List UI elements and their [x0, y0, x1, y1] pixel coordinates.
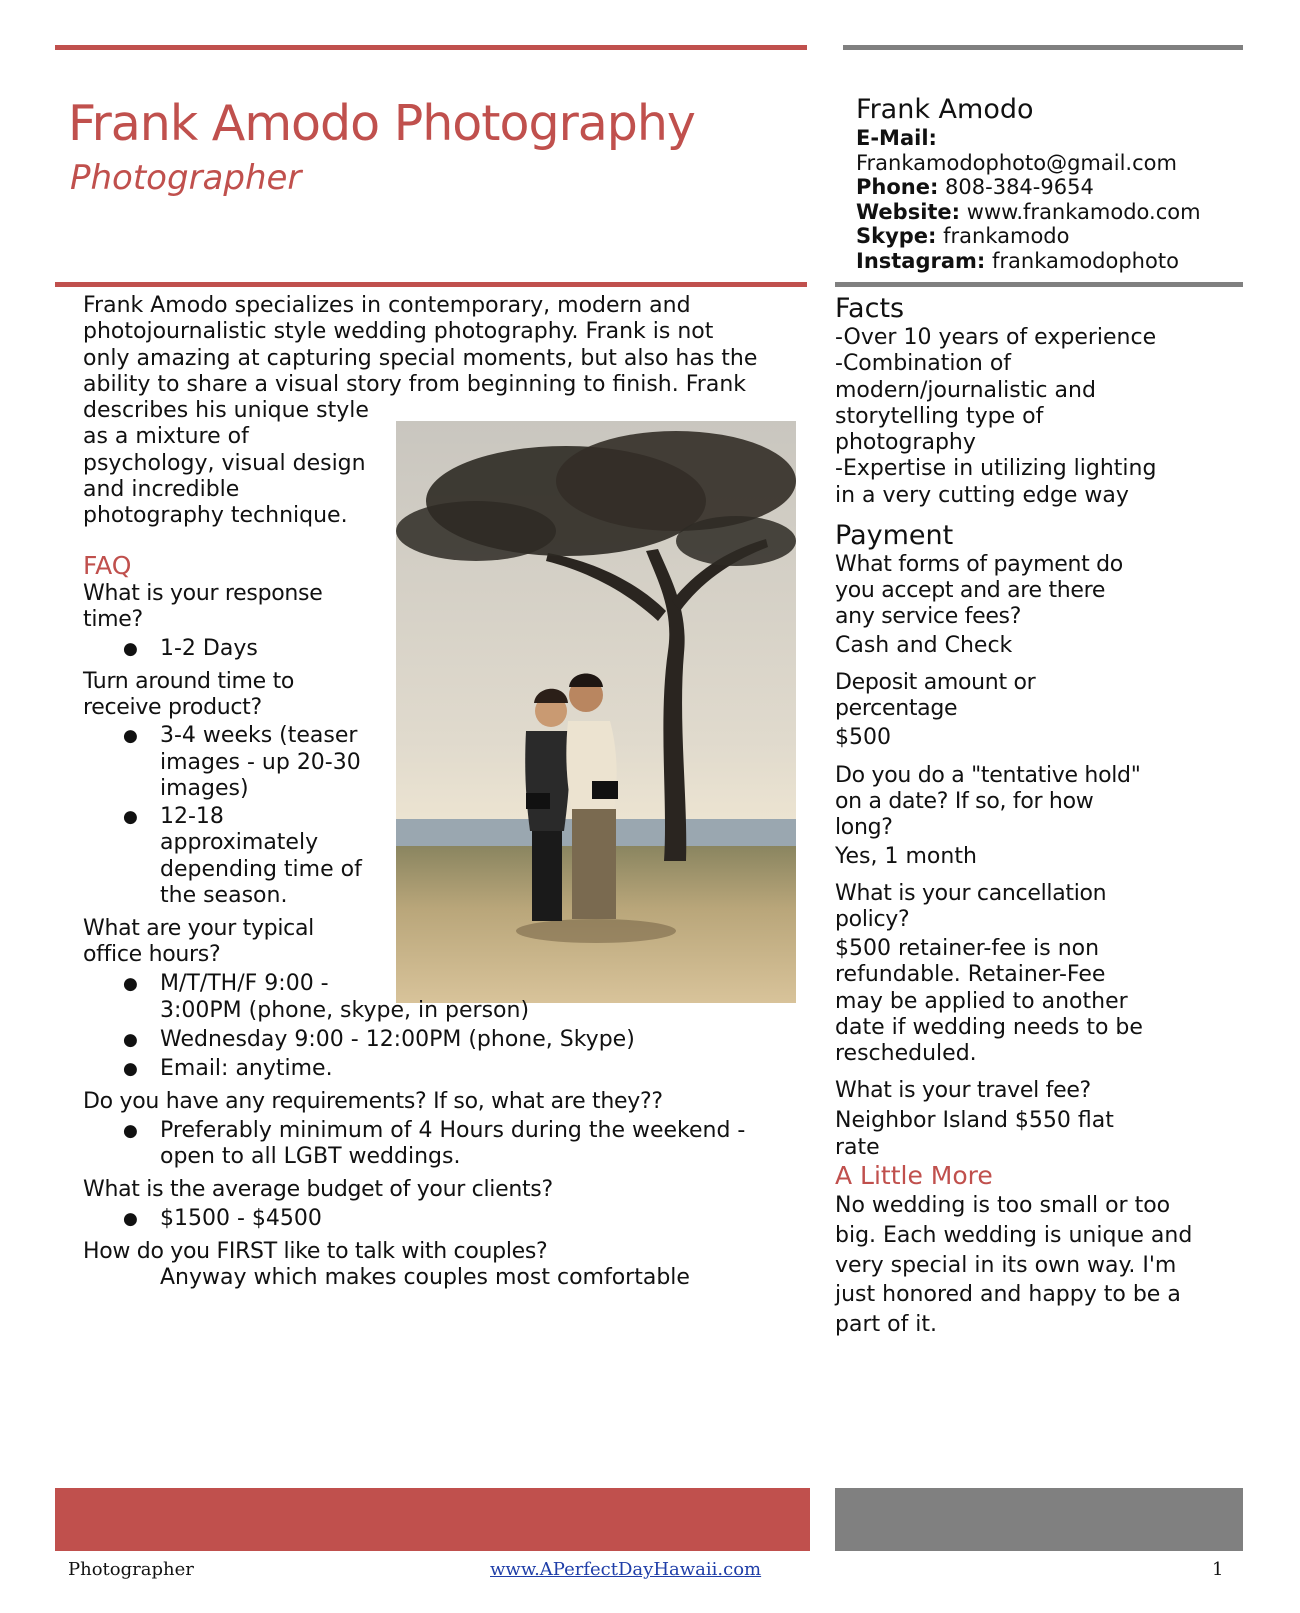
- faq-answer: Anyway which makes couples most comfortable: [160, 1265, 690, 1291]
- website-label: Website:: [856, 199, 961, 224]
- question-line: What are your typical: [83, 916, 314, 942]
- facts-line: photography: [835, 430, 976, 456]
- facts-body: [835, 325, 1235, 509]
- answer-line: $500 retainer-fee is non: [835, 935, 1100, 961]
- facts-line: -Over 10 years of experience: [835, 325, 1157, 350]
- list-item: ● $1500 - $4500: [83, 1206, 783, 1232]
- question-line: policy?: [835, 906, 910, 932]
- email-label: E-Mail:: [856, 126, 937, 150]
- answer-line: Neighbor Island $550 flat: [835, 1108, 1114, 1134]
- question-line: Turn around time to: [83, 669, 295, 695]
- page-number: 1: [1212, 1559, 1224, 1580]
- intro-wrap: [83, 398, 383, 529]
- page-subtitle: Photographer: [70, 158, 302, 198]
- payment-question: [835, 881, 1235, 933]
- more-body: [835, 1191, 1235, 1340]
- answer-line: refundable. Retainer-Fee: [835, 962, 1106, 988]
- more-line: just honored and happy to be a: [835, 1282, 1181, 1308]
- list-item: [83, 804, 783, 909]
- payment-answer: Cash and Check: [835, 633, 1013, 659]
- item-line: M/T/TH/F 9:00 -: [160, 971, 329, 997]
- faq-heading: FAQ: [83, 551, 132, 580]
- question-line: office hours?: [83, 942, 221, 968]
- footer-link[interactable]: www.APerfectDayHawaii.com: [490, 1559, 762, 1580]
- email-value[interactable]: Frankamodophoto@gmail.com: [856, 150, 1177, 175]
- instagram-label: Instagram:: [856, 248, 986, 273]
- faq-question: [83, 916, 783, 968]
- answer-list: [83, 723, 783, 909]
- item-line: images): [160, 775, 249, 801]
- more-line: part of it.: [835, 1312, 938, 1338]
- website-value[interactable]: www.frankamodo.com: [966, 199, 1201, 224]
- intro-paragraph: [83, 293, 793, 398]
- question-line: you accept and are there: [835, 578, 1106, 604]
- intro-line: ability to share a visual story from beginning to finish. Frank: [83, 371, 746, 397]
- question-line: Do you do a "tentative hold": [835, 762, 1141, 788]
- answer-line: may be applied to another: [835, 988, 1128, 1014]
- answer-list: [83, 636, 783, 662]
- facts-line: modern/journalistic and: [835, 377, 1096, 403]
- skype-label: Skype:: [856, 224, 937, 248]
- footer-bar-left: [55, 1488, 810, 1551]
- intro-line: and incredible: [83, 476, 240, 502]
- question-line: percentage: [835, 696, 958, 722]
- payment-question: [835, 763, 1235, 841]
- footer-bar-right: [835, 1488, 1243, 1551]
- payment-question: [835, 670, 1235, 722]
- more-line: big. Each wedding is unique and: [835, 1222, 1193, 1248]
- top-rule-right: [843, 45, 1243, 50]
- intro-line: describes his unique style: [83, 398, 369, 423]
- facts-line: in a very cutting edge way: [835, 482, 1129, 508]
- phone-label: Phone:: [856, 175, 939, 199]
- answer-list: [83, 1118, 783, 1171]
- intro-line: Frank Amodo specializes in contemporary, modern and: [83, 293, 691, 318]
- item-line: images - up 20-30: [160, 749, 361, 775]
- payment-heading: Payment: [835, 520, 954, 552]
- payment-answer: $500: [835, 725, 891, 751]
- question-line: time?: [83, 607, 143, 632]
- faq-question: [83, 581, 783, 633]
- item-line: approximately: [160, 830, 319, 856]
- phone-value: 808-384-9654: [945, 175, 1094, 199]
- contact-block: [856, 94, 1256, 273]
- facts-line: storytelling type of: [835, 403, 1044, 429]
- page-title: Frank Amodo Photography: [68, 95, 695, 152]
- item-line: 12-18: [160, 804, 224, 830]
- item-line: 3:00PM (phone, skype, in person): [160, 997, 530, 1023]
- faq-question: [83, 669, 783, 721]
- question-line: Deposit amount or: [835, 670, 1036, 696]
- question-line: long?: [835, 814, 893, 840]
- faq-question: What is the average budget of your clients?: [83, 1177, 553, 1203]
- facts-heading: Facts: [835, 293, 905, 324]
- item-line: 3-4 weeks (teaser: [160, 723, 358, 749]
- footer-label: Photographer: [68, 1559, 194, 1580]
- contact-name: Frank Amodo: [856, 94, 1034, 125]
- list-item: ● Wednesday 9:00 - 12:00PM (phone, Skype): [83, 1027, 783, 1053]
- list-item: [83, 971, 783, 1024]
- more-line: No wedding is too small or too: [835, 1193, 1171, 1219]
- item-line: Preferably minimum of 4 Hours during the weekend -: [160, 1117, 746, 1143]
- question-line: What forms of payment do: [835, 552, 1123, 578]
- more-line: very special in its own way. I'm: [835, 1252, 1177, 1278]
- top-rule-left: [55, 45, 807, 50]
- question-line: receive product?: [83, 695, 262, 721]
- intro-line: photojournalistic style wedding photography. Frank is not: [83, 319, 714, 345]
- intro-line: as a mixture of: [83, 424, 249, 450]
- payment-question: What is your travel fee?: [835, 1078, 1091, 1104]
- faq-question: How do you FIRST like to talk with couples?: [83, 1239, 548, 1265]
- answer-list: [83, 1206, 783, 1232]
- question-line: What is your response: [83, 581, 323, 606]
- mid-rule-left: [55, 282, 807, 287]
- payment-answer: [835, 936, 1235, 1067]
- item-line: the season.: [160, 883, 288, 909]
- right-column: [835, 292, 1235, 1340]
- answer-line: date if wedding needs to be: [835, 1014, 1143, 1040]
- payment-answer: Yes, 1 month: [835, 843, 977, 869]
- payment-question: [835, 552, 1235, 630]
- instagram-value: frankamodophoto: [992, 248, 1179, 273]
- skype-value: frankamodo: [943, 224, 1070, 248]
- list-item: ● 1-2 Days: [83, 636, 783, 662]
- answer-line: rescheduled.: [835, 1041, 977, 1067]
- facts-line: -Combination of: [835, 351, 1012, 377]
- list-item: [83, 723, 783, 802]
- item-line: open to all LGBT weddings.: [160, 1143, 461, 1169]
- faq-question: Do you have any requirements? If so, what are they??: [83, 1088, 663, 1114]
- question-line: on a date? If so, for how: [835, 788, 1094, 814]
- question-line: any service fees?: [835, 604, 1022, 630]
- answer-list: [83, 971, 783, 1082]
- item-line: depending time of: [160, 856, 362, 882]
- facts-line: -Expertise in utilizing lighting: [835, 456, 1157, 482]
- list-item: ● Email: anytime.: [83, 1056, 783, 1082]
- intro-line: only amazing at capturing special moments, but also has the: [83, 345, 758, 371]
- intro-line: photography technique.: [83, 503, 348, 529]
- question-line: What is your cancellation: [835, 880, 1107, 906]
- list-item: [83, 1118, 783, 1171]
- faq-section: [83, 551, 783, 1292]
- payment-answer: [835, 1108, 1235, 1161]
- answer-line: rate: [835, 1134, 880, 1160]
- mid-rule-right: [835, 282, 1243, 287]
- intro-line: psychology, visual design: [83, 450, 366, 476]
- more-heading: A Little More: [835, 1161, 993, 1191]
